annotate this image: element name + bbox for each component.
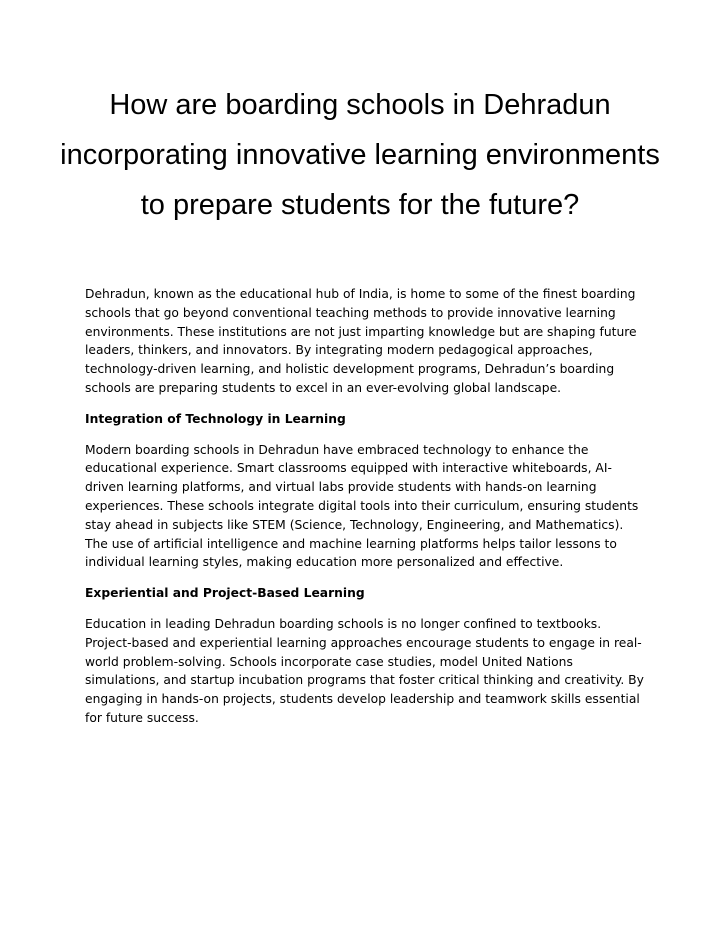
document-body bbox=[85, 285, 645, 728]
section-body-technology: Modern boarding schools in Dehradun have embraced technology to enhance the educational experience. Smart classrooms equipped with interactive whiteboards, AI-driven learning platforms, and virtual labs provide students with hands-on learning experiences. These schools integrate digital tools into their curriculum, ensuring students stay ahead in subjects like STEM (Science, Technology, Engineering, and Mathematics). The use of artificial intelligence and machine learning platforms helps tailor lessons to individual learning styles, making education more personalized and effective. bbox=[85, 442, 639, 570]
page-title: How are boarding schools in Dehradun incorporating innovative learning environments to prepare students for the future? bbox=[60, 89, 660, 221]
section-heading-technology: Integration of Technology in Learning bbox=[85, 411, 346, 426]
intro-paragraph: Dehradun, known as the educational hub of India, is home to some of the finest boarding schools that go beyond conventional teaching methods to provide innovative learning environments. These institutions are not just imparting knowledge but are shaping future leaders, thinkers, and innovators. By integrating modern pedagogical approaches, technology-driven learning, and holistic development programs, Dehradun’s boarding schools are preparing students to excel in an ever-evolving global landscape. bbox=[85, 287, 637, 395]
section-heading-experiential: Experiential and Project-Based Learning bbox=[85, 586, 365, 601]
section-body-experiential: Education in leading Dehradun boarding schools is no longer confined to textbooks. Project-based and experiential learning approaches encourage students to engage in real-world problem-solving. Schools incorporate case studies, model United Nations simulations, and startup incubation programs that foster critical thinking and creativity. By engaging in hands-on projects, students develop leadership and teamwork skills essential for future success. bbox=[85, 616, 644, 725]
